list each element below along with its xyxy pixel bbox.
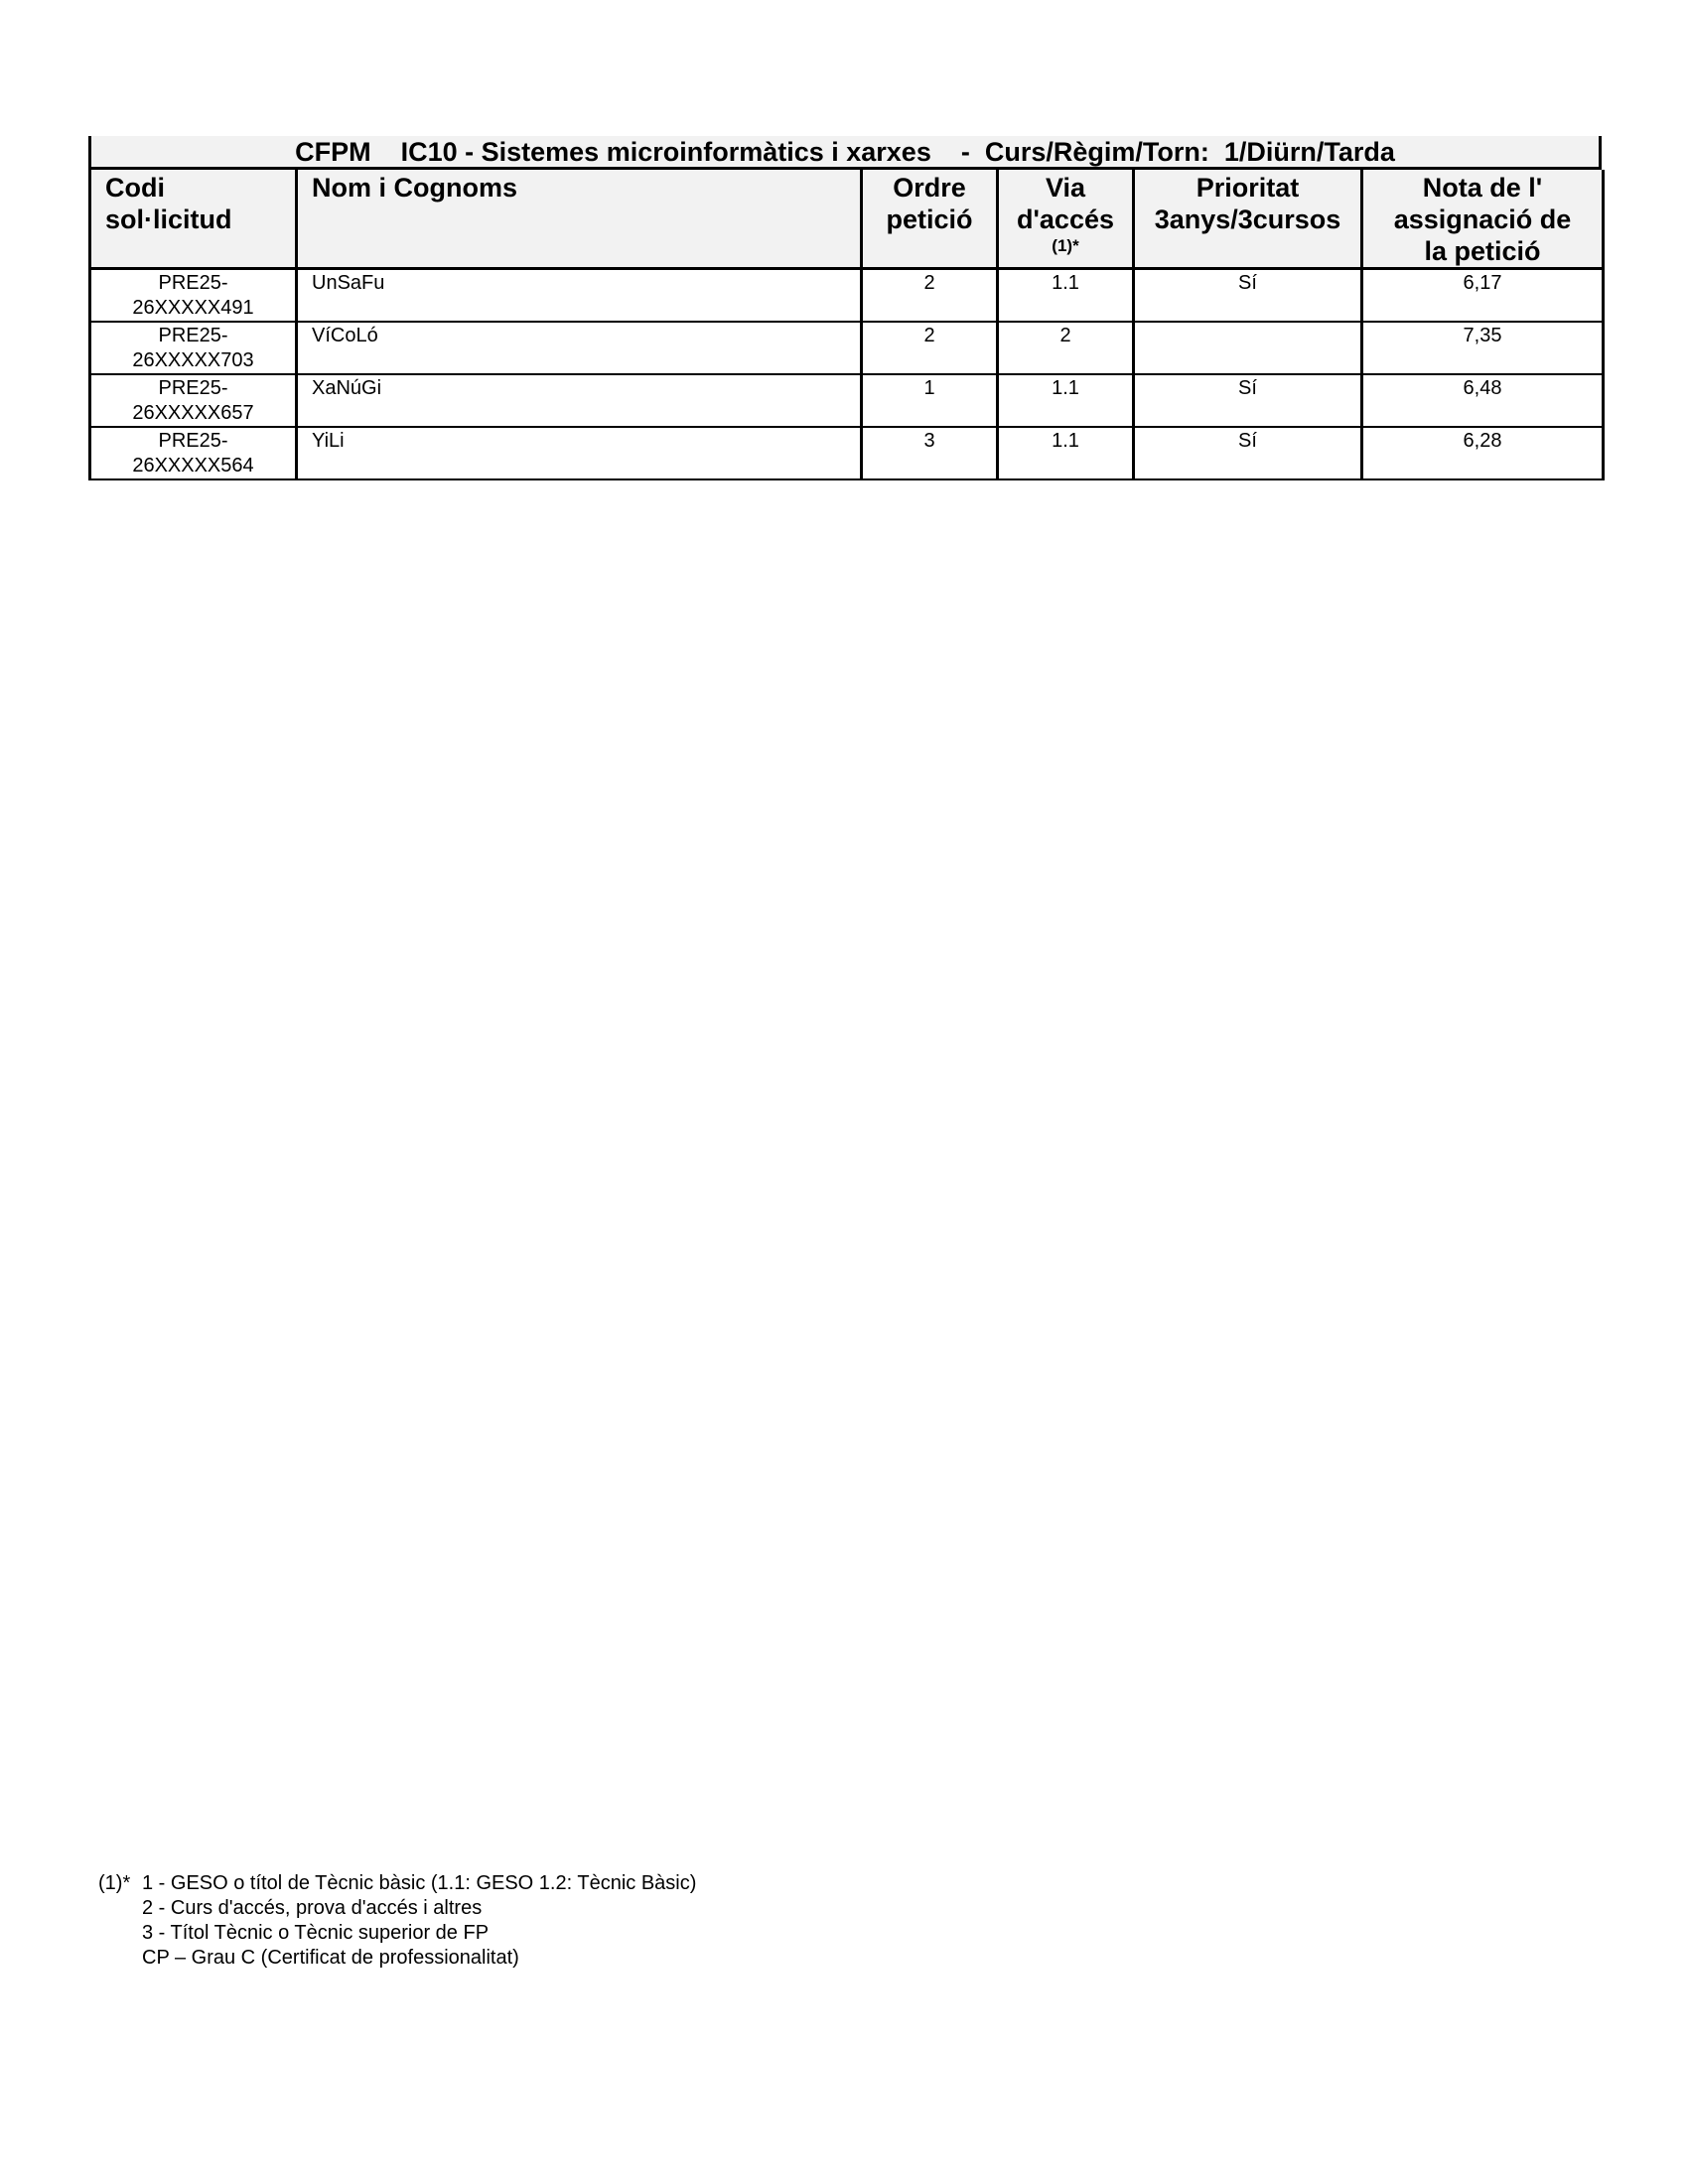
header-name-label: Nom i Cognoms	[312, 173, 517, 203]
code-part-2: 26XXXXX703	[132, 349, 254, 371]
footnote	[98, 1871, 696, 1971]
cell-priority: Sí	[1134, 374, 1362, 427]
cell-name: UnSaFu	[297, 269, 862, 323]
table-row	[90, 427, 1604, 479]
cell-order: 1	[862, 374, 998, 427]
header-priority	[1134, 170, 1362, 269]
cell-nota: 7,35	[1362, 322, 1604, 374]
footnote-line	[98, 1896, 696, 1921]
code-part-2: 26XXXXX564	[132, 455, 254, 477]
code-part-2: 26XXXXX491	[132, 297, 254, 319]
cell-via: 2	[998, 322, 1134, 374]
cell-name: YiLi	[297, 427, 862, 479]
code-part-2: 26XXXXX657	[132, 402, 254, 424]
table-row	[90, 322, 1604, 374]
table-title: CFPM IC10 - Sistemes microinformàtics i xarxes - Curs/Règim/Torn: 1/Diürn/Tarda	[88, 136, 1602, 170]
cell-order: 2	[862, 322, 998, 374]
cell-priority: Sí	[1134, 427, 1362, 479]
header-nota-line-2: assignació de	[1393, 205, 1572, 234]
header-nota	[1362, 170, 1604, 269]
cell-code	[90, 374, 297, 427]
header-row	[90, 170, 1604, 269]
header-order-line-2: petició	[886, 205, 973, 234]
cell-name: VíCoLó	[297, 322, 862, 374]
cell-order: 2	[862, 269, 998, 323]
header-code	[90, 170, 297, 269]
header-order-line-1: Ordre	[893, 173, 966, 203]
header-nota-line-3: la petició	[1424, 236, 1541, 266]
code-part-1: PRE25-	[158, 377, 228, 399]
footnote-marker: (1)*	[98, 1872, 131, 1894]
cell-via: 1.1	[998, 269, 1134, 323]
cell-order: 3	[862, 427, 998, 479]
header-via-line-1: Via	[1045, 173, 1086, 203]
footnote-line	[98, 1921, 696, 1946]
header-via-line-2: d'accés	[1017, 205, 1114, 234]
header-via	[998, 170, 1134, 269]
cell-code	[90, 269, 297, 323]
header-via-note: (1)*	[1052, 236, 1079, 255]
footnote-line	[98, 1946, 696, 1971]
cell-priority	[1134, 322, 1362, 374]
cell-via: 1.1	[998, 427, 1134, 479]
header-priority-line-1: Prioritat	[1196, 173, 1300, 203]
footnote-line	[98, 1871, 696, 1896]
admissions-table	[88, 136, 1602, 480]
results-table	[88, 170, 1605, 480]
footnote-text: CP – Grau C (Certificat de professionalitat)	[142, 1947, 519, 1969]
code-part-1: PRE25-	[158, 272, 228, 294]
header-priority-line-2: 3anys/3cursos	[1154, 205, 1341, 234]
cell-priority: Sí	[1134, 269, 1362, 323]
footnote-text: 3 - Títol Tècnic o Tècnic superior de FP	[142, 1922, 490, 1944]
footnote-text: 2 - Curs d'accés, prova d'accés i altres	[142, 1897, 483, 1919]
header-code-line-2: sol·licitud	[105, 205, 232, 234]
cell-nota: 6,48	[1362, 374, 1604, 427]
table-row	[90, 374, 1604, 427]
header-order	[862, 170, 998, 269]
cell-nota: 6,17	[1362, 269, 1604, 323]
header-name	[297, 170, 862, 269]
cell-name: XaNúGi	[297, 374, 862, 427]
cell-code	[90, 322, 297, 374]
table-row	[90, 269, 1604, 323]
footnote-text: 1 - GESO o títol de Tècnic bàsic (1.1: GESO 1.2: Tècnic Bàsic)	[142, 1872, 697, 1894]
header-nota-line-1: Nota de l'	[1422, 173, 1543, 203]
code-part-1: PRE25-	[158, 325, 228, 346]
header-code-line-1: Codi	[105, 173, 165, 203]
cell-via: 1.1	[998, 374, 1134, 427]
cell-code	[90, 427, 297, 479]
code-part-1: PRE25-	[158, 430, 228, 452]
cell-nota: 6,28	[1362, 427, 1604, 479]
